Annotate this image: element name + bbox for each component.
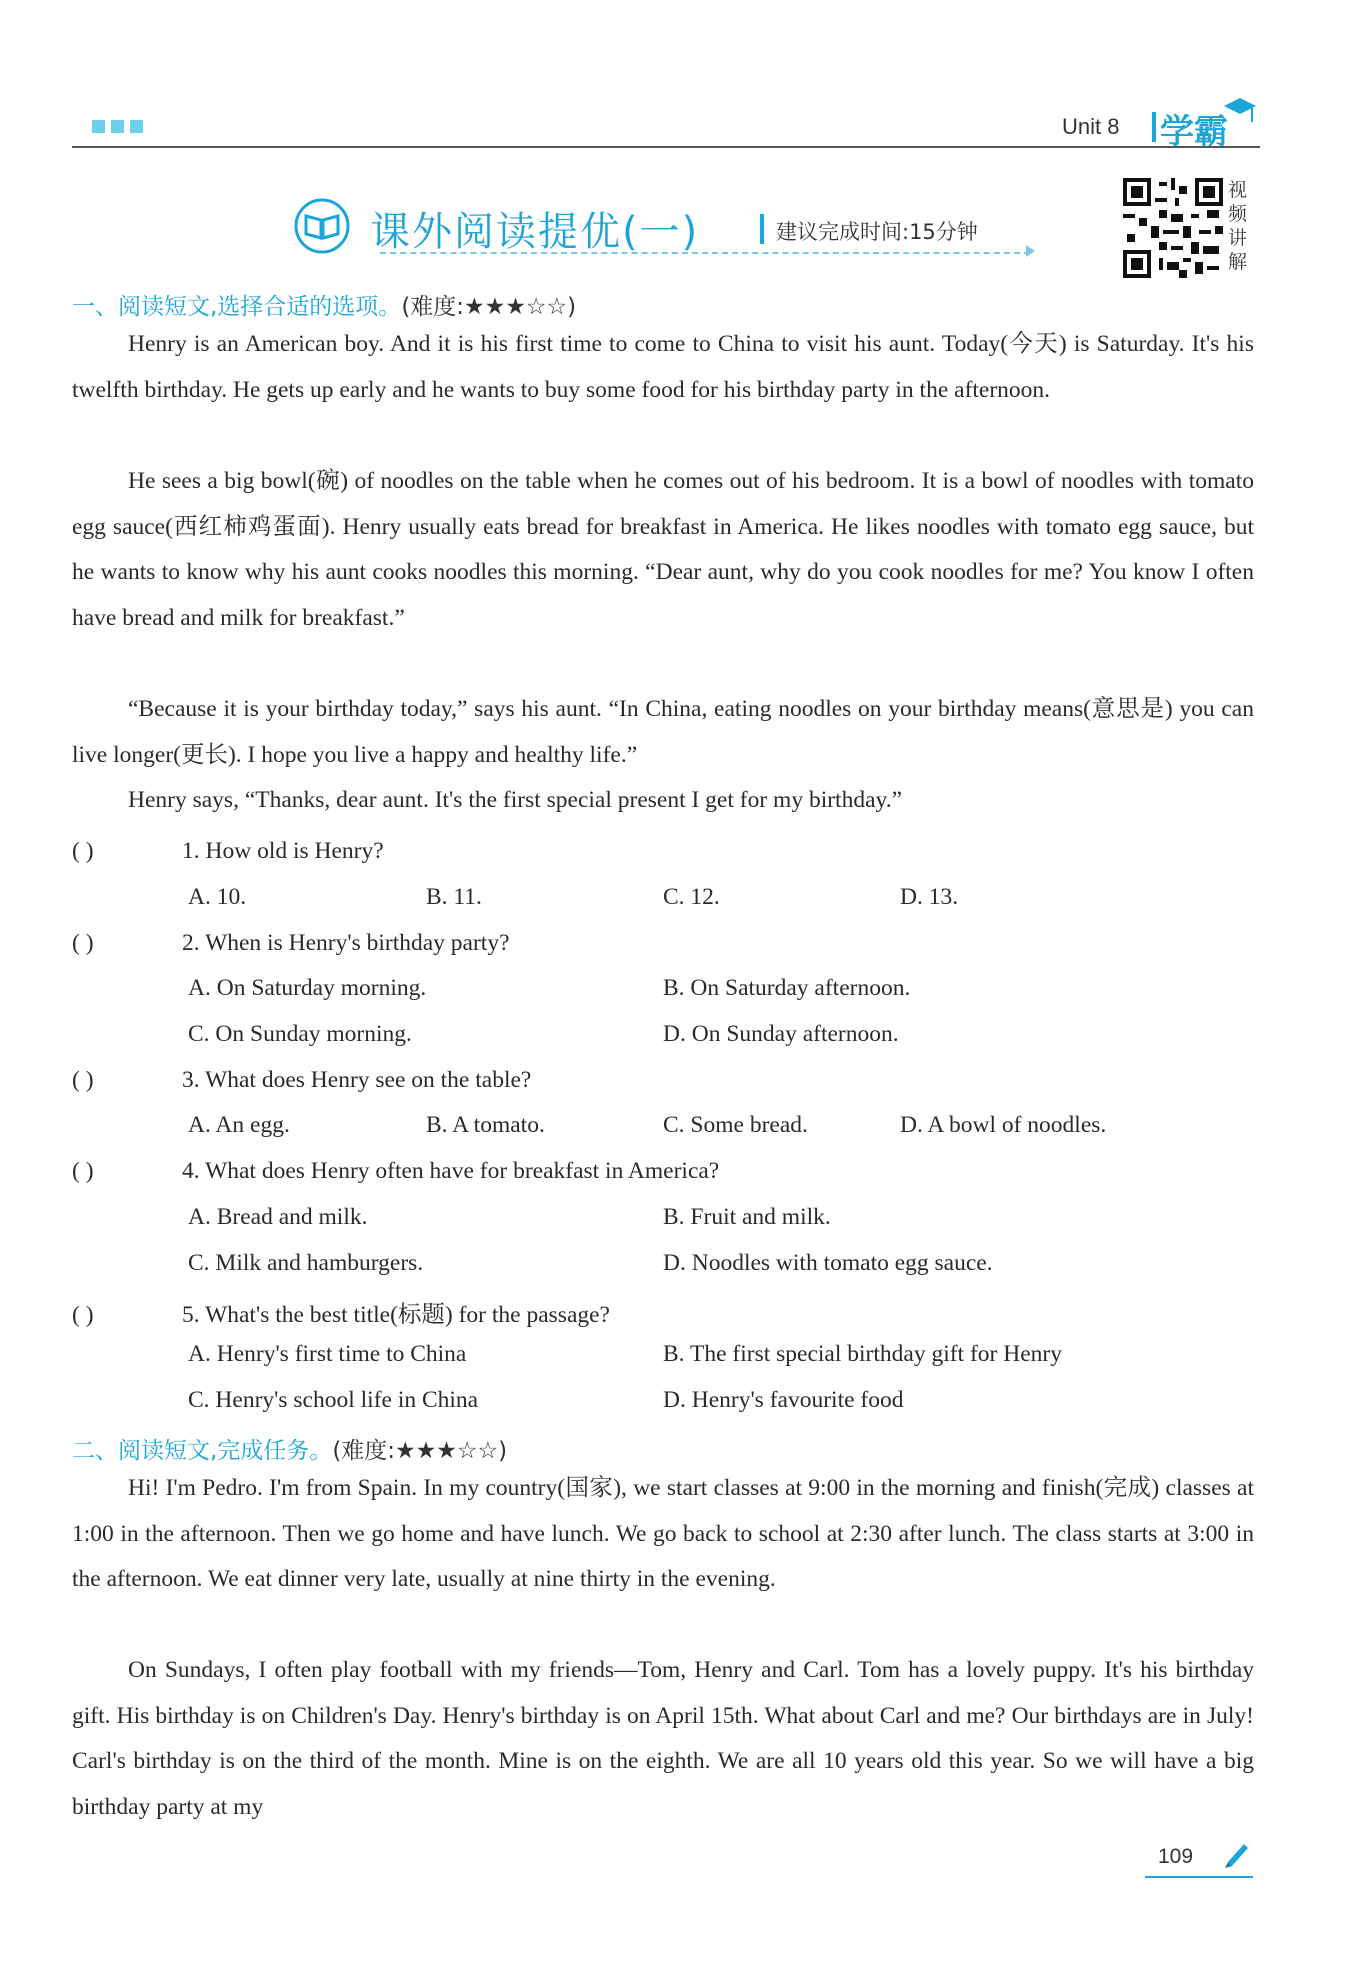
section-1-heading (72, 288, 576, 321)
footer-rule (1145, 1876, 1253, 1878)
brand-divider (1152, 112, 1156, 142)
option-5d[interactable]: D. Henry's favourite food (663, 1387, 904, 1413)
option-2d[interactable]: D. On Sunday afternoon. (663, 1021, 899, 1047)
option-1c[interactable]: C. 12. (663, 884, 720, 910)
book-icon (290, 198, 354, 254)
answer-blank[interactable]: ( ) (72, 1067, 94, 1093)
option-4a[interactable]: A. Bread and milk. (188, 1204, 368, 1230)
time-suggestion: 建议完成时间:15分钟 (776, 220, 978, 244)
page-title: 课外阅读提优(一) (370, 209, 700, 255)
option-3a[interactable]: A. An egg. (188, 1112, 290, 1138)
option-2a[interactable]: A. On Saturday morning. (188, 975, 427, 1001)
section-2-difficulty: (难度:★★★☆☆) (332, 1438, 508, 1464)
answer-blank[interactable]: ( ) (72, 1302, 94, 1328)
option-4d[interactable]: D. Noodles with tomato egg sauce. (663, 1250, 993, 1276)
option-4b[interactable]: B. Fruit and milk. (663, 1204, 831, 1230)
option-1b[interactable]: B. 11. (426, 884, 482, 910)
pencil-icon (1222, 1838, 1252, 1868)
page-number: 109 (1158, 1845, 1194, 1868)
question-3: ( ) 3. What does Henry see on the table? (72, 1067, 532, 1093)
option-3b[interactable]: B. A tomato. (426, 1112, 545, 1138)
option-3c[interactable]: C. Some bread. (663, 1112, 808, 1138)
title-divider (760, 214, 764, 244)
answer-blank[interactable]: ( ) (72, 838, 94, 864)
passage-2-paragraph-1: Hi! I'm Pedro. I'm from Spain. In my country(国家), we start classes at 9:00 in the morning and finish(完成) classes at 1:00 in the afternoon. Then we go home and have lunch. We go back to school at 2:30 after lunch. The class starts at 3:00 in the afternoon. We eat dinner very late, usually at nine thirty in the evening. (72, 1475, 1254, 1593)
title-underline (380, 252, 1030, 254)
option-5b[interactable]: B. The first special birthday gift for Henry (663, 1341, 1062, 1367)
question-2: ( ) 2. When is Henry's birthday party? (72, 930, 510, 956)
section-2-title: 二、阅读短文,完成任务。 (72, 1438, 333, 1464)
option-5c[interactable]: C. Henry's school life in China (188, 1387, 479, 1413)
header-rule (72, 146, 1260, 148)
graduation-cap-icon (1222, 96, 1258, 126)
video-explanation-label: 视频讲解 (1228, 179, 1248, 273)
question-1: ( ) 1. How old is Henry? (72, 838, 384, 864)
header-decoration (92, 120, 149, 138)
question-4: ( ) 4. What does Henry often have for breakfast in America? (72, 1158, 720, 1184)
answer-blank[interactable]: ( ) (72, 1158, 94, 1184)
option-5a[interactable]: A. Henry's first time to China (188, 1341, 467, 1367)
option-1a[interactable]: A. 10. (188, 884, 247, 910)
option-2c[interactable]: C. On Sunday morning. (188, 1021, 412, 1047)
passage-1-paragraph-3: “Because it is your birthday today,” says his aunt. “In China, eating noodles on your birthday means(意思是) you can live longer(更长). I hope you live a happy and healthy life.” (72, 696, 1254, 768)
unit-label: Unit 8 (1062, 114, 1120, 139)
option-2b[interactable]: B. On Saturday afternoon. (663, 975, 911, 1001)
brand-logo: 学霸 (1160, 112, 1228, 152)
section-1-title: 一、阅读短文,选择合适的选项。 (72, 294, 402, 320)
qr-code-icon[interactable] (1123, 178, 1223, 278)
arrow-icon (1026, 245, 1035, 257)
passage-2-paragraph-2: On Sundays, I often play football with my friends—Tom, Henry and Carl. Tom has a lovely puppy. It's his birthday gift. His birthday is on Children's Day. Henry's birthday is on April 15th. What about Carl and me? Our birthdays are in July! Carl's birthday is on the third of the month. Mine is on the eighth. We are all 10 years old this year. So we will have a big birthday party at my (72, 1657, 1254, 1820)
section-2-heading (72, 1432, 507, 1465)
option-1d[interactable]: D. 13. (900, 884, 959, 910)
option-4c[interactable]: C. Milk and hamburgers. (188, 1250, 424, 1276)
section-1-difficulty: (难度:★★★☆☆) (401, 294, 577, 320)
option-3d[interactable]: D. A bowl of noodles. (900, 1112, 1107, 1138)
answer-blank[interactable]: ( ) (72, 930, 94, 956)
question-5: ( ) 5. What's the best title(标题) for the passage? (72, 1302, 610, 1328)
passage-1-paragraph-1: Henry is an American boy. And it is his first time to come to China to visit his aunt. Today(今天) is Saturday. It's his twelfth birthday. He gets up early and he wants to buy some food for his birthday party in the afternoon. (72, 331, 1254, 403)
passage-1-paragraph-4: Henry says, “Thanks, dear aunt. It's the first special present I get for my birthday.” (128, 787, 903, 813)
passage-1-paragraph-2: He sees a big bowl(碗) of noodles on the table when he comes out of his bedroom. It is a bowl of noodles with tomato egg sauce(西红柿鸡蛋面). Henry usually eats bread for breakfast in America. He likes noodles with tomato egg sauce, but he wants to know why his aunt cooks noodles this morning. “Dear aunt, why do you cook noodles for me? You know I often have bread and milk for breakfast.” (72, 468, 1254, 631)
